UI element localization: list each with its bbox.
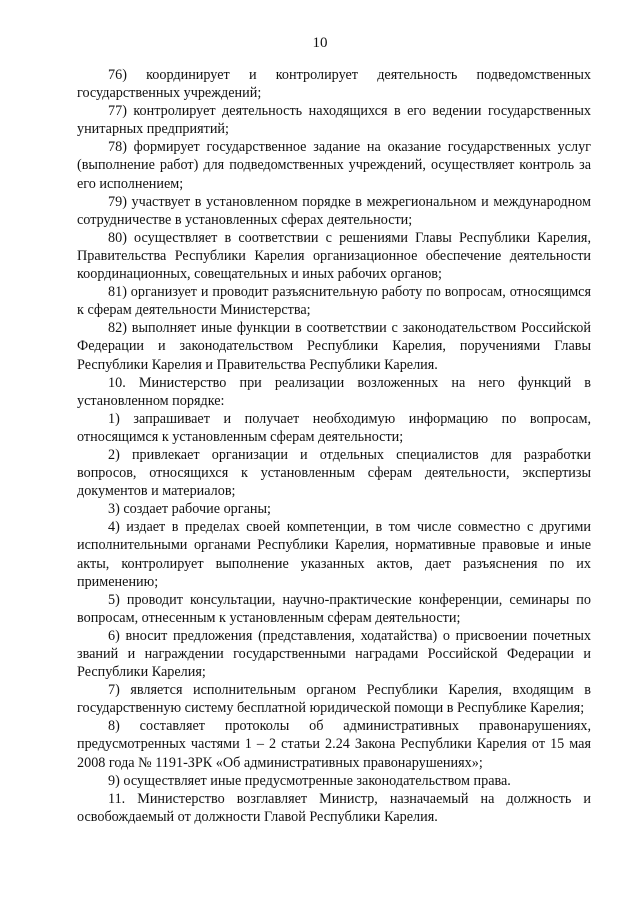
paragraph-item-77: 77) контролирует деятельность находящихся в его ведении государственных унитарных предприятий; <box>77 103 591 138</box>
paragraph-item-79: 79) участвует в установленном порядке в межрегиональном и международном сотрудничестве в установленных сферах деятельности; <box>77 193 591 228</box>
paragraph-right-7: 7) является исполнительным органом Республики Карелия, входящим в государственную систему бесплатной юридической помощи в Республике Карелия; <box>77 682 591 717</box>
paragraph-right-2: 2) привлекает организации и отдельных специалистов для разработки вопросов, относящихся к установленным сферам деятельности, экспертизы документов и материалов; <box>77 446 591 500</box>
paragraph-item-81: 81) организует и проводит разъяснительную работу по вопросам, относящимся к сферам деятельности Министерства; <box>77 284 591 319</box>
paragraph-right-3: 3) создает рабочие органы; <box>108 501 271 518</box>
paragraph-item-80: 80) осуществляет в соответствии с решениями Главы Республики Карелия, Правительства Республики Карелия организационное обеспечение деятельности координационных, совещательных и иных рабочих органов; <box>77 229 591 283</box>
paragraph-right-6: 6) вносит предложения (представления, ходатайства) о присвоении почетных званий и награждении государственными наградами Российской Федерации и Республики Карелия; <box>77 627 591 681</box>
paragraph-right-9: 9) осуществляет иные предусмотренные законодательством права. <box>108 772 511 789</box>
document-body <box>77 66 591 826</box>
paragraph-right-1: 1) запрашивает и получает необходимую информацию по вопросам, относящимся к установленным сферам деятельности; <box>77 410 591 445</box>
page-number: 10 <box>312 35 328 51</box>
paragraph-item-78: 78) формирует государственное задание на оказание государственных услуг (выполнение работ) для подведомственных учреждений, осуществляет контроль за его исполнением; <box>77 139 591 192</box>
paragraph-right-5: 5) проводит консультации, научно-практические конференции, семинары по вопросам, отнесенным к установленным сферам деятельности; <box>77 591 591 626</box>
paragraph-section-10: 10. Министерство при реализации возложенных на него функций в установленном порядке: <box>77 374 591 409</box>
paragraph-right-8: 8) составляет протоколы об административных правонарушениях, предусмотренных частями 1 – 2 статьи 2.24 Закона Республики Карелия от 15 мая 2008 года № 1191-ЗРК «Об административных правонарушениях»; <box>77 718 591 771</box>
paragraph-section-11: 11. Министерство возглавляет Министр, назначаемый на должность и освобождаемый от должности Главой Республики Карелия. <box>77 790 591 825</box>
paragraph-item-76: 76) координирует и контролирует деятельность подведомственных государственных учреждений; <box>77 67 591 102</box>
paragraph-right-4: 4) издает в пределах своей компетенции, в том числе совместно с другими исполнительными органами Республики Карелия, нормативные правовые и иные акты, контролирует выполнение указанных актов, дает разъяснения по их применению; <box>77 519 591 590</box>
paragraph-item-82: 82) выполняет иные функции в соответствии с законодательством Российской Федерации и законодательством Республики Карелия, поручениями Главы Республики Карелия и Правительства Республики Карелия. <box>77 320 591 373</box>
